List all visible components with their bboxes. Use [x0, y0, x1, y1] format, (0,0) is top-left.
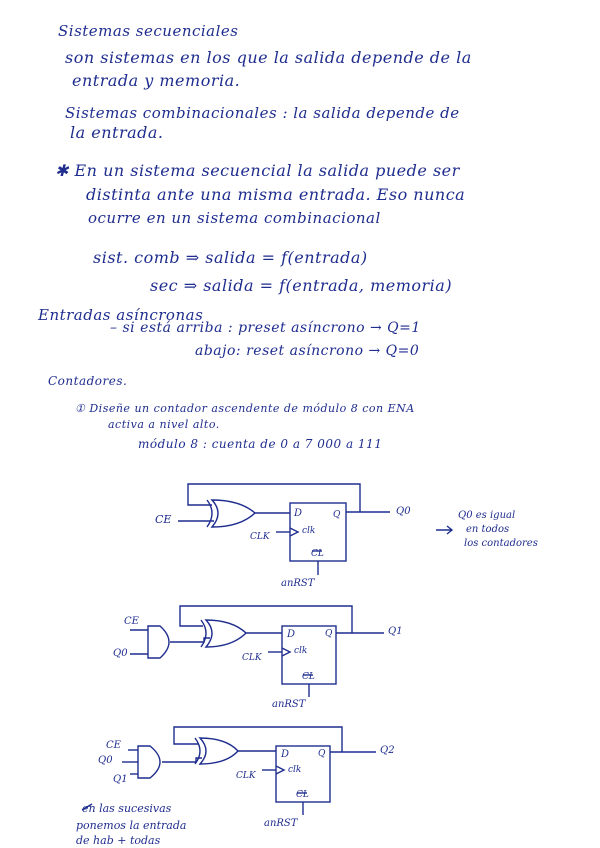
- clk-inside-label: clk: [302, 526, 316, 536]
- q1-output-label: Q1: [388, 626, 403, 637]
- xor-back-curve: [207, 500, 212, 527]
- cl-label: CL: [311, 549, 324, 559]
- xor-back-curve: [201, 620, 206, 647]
- clk-inside-label: clk: [288, 765, 302, 775]
- cl-label: CL: [302, 672, 315, 682]
- note-line: en las sucesivas: [82, 802, 172, 815]
- formula-sec: sec ⇒ salida = f(entrada, memoria): [150, 276, 453, 295]
- clock-triangle: [282, 648, 290, 656]
- formula-comb: sist. comb ⇒ salida = f(entrada): [93, 248, 368, 267]
- text-line: activa a nivel alto.: [108, 418, 220, 431]
- ce-label: CE: [155, 513, 172, 526]
- text-line: distinta ante una misma entrada. Eso nunca: [86, 185, 466, 204]
- and-gate: [148, 626, 169, 658]
- d-label: D: [294, 508, 303, 519]
- clk-inside-label: clk: [294, 646, 308, 656]
- heading-secuenciales: Sistemas secuenciales: [58, 22, 239, 40]
- and-gate: [138, 746, 160, 778]
- ce-label: CE: [124, 616, 139, 627]
- heading-contadores: Contadores.: [48, 374, 128, 388]
- note-line: ponemos la entrada: [76, 819, 187, 832]
- text-line: ocurre en un sistema combinacional: [88, 209, 381, 227]
- clk-label: CLK: [250, 532, 270, 542]
- note-line: Q0 es igual: [458, 510, 516, 521]
- feedback-wire: [188, 484, 360, 512]
- text-line: son sistemas en los que la salida depende de la: [65, 48, 472, 67]
- q-label: Q: [325, 629, 333, 639]
- q1-label: Q1: [113, 774, 128, 785]
- cl-label: CL: [296, 790, 309, 800]
- clock-triangle: [290, 528, 298, 536]
- clk-label: CLK: [242, 653, 262, 663]
- text-line: entrada y memoria.: [72, 71, 241, 90]
- heading-entradas: Entradas asíncronas: [38, 306, 204, 324]
- exercise-statement: ① Diseñe un contador ascendente de módulo 8 con ENA: [75, 402, 415, 415]
- arrow-icon: [436, 526, 452, 534]
- xor-gate: [212, 500, 255, 527]
- q0-label: Q0: [113, 648, 128, 659]
- text-line: Sistemas combinacionales : la salida depende de: [65, 104, 460, 122]
- note-line: en todos: [466, 524, 510, 535]
- circuit-2: [130, 606, 384, 697]
- d-label: D: [287, 629, 296, 640]
- note-line: los contadores: [464, 538, 538, 549]
- note-line: de hab + todas: [76, 834, 161, 847]
- ce-label: CE: [106, 740, 121, 751]
- clk-label: CLK: [236, 771, 256, 781]
- xor-gate: [206, 620, 246, 647]
- xor-gate: [200, 738, 238, 764]
- text-line: módulo 8 : cuenta de 0 a 7 000 a 111: [138, 437, 383, 451]
- q0-label: Q0: [98, 755, 113, 766]
- text-line: abajo: reset asíncrono → Q=0: [195, 343, 420, 359]
- rst-label: anRST: [272, 699, 306, 710]
- text-line: la entrada.: [70, 123, 164, 142]
- text-line: ✱ En un sistema secuencial la salida puede ser: [55, 161, 460, 180]
- rst-label: anRST: [281, 578, 315, 589]
- rst-label: anRST: [264, 818, 298, 829]
- q2-output-label: Q2: [380, 745, 395, 756]
- q0-output-label: Q0: [396, 506, 411, 517]
- q-label: Q: [333, 510, 341, 520]
- clock-triangle: [276, 766, 284, 774]
- q-label: Q: [318, 749, 326, 759]
- text-line: – si está arriba : preset asíncrono → Q=1: [110, 320, 421, 336]
- d-label: D: [281, 749, 290, 760]
